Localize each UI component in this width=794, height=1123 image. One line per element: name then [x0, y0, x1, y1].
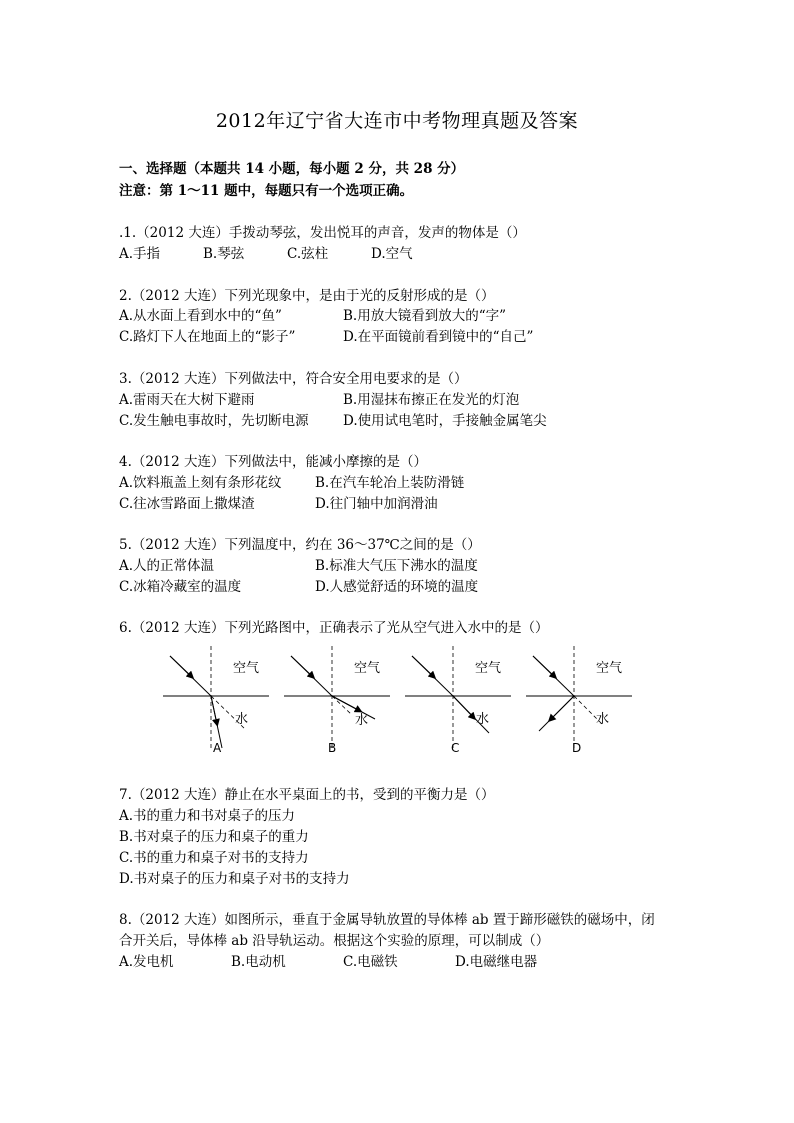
question-1-stem: .1.（2012 大连）手拨动琴弦，发出悦耳的声音，发声的物体是（） [119, 225, 526, 241]
water-label-c: 水 [476, 712, 490, 727]
diagram-label-b: B [328, 741, 337, 755]
question-5-option-d: D.人感觉舒适的环境的温度 [315, 579, 479, 595]
question-7-option-a: A.书的重力和书对桌子的压力 [119, 808, 296, 824]
question-1-option-c: C.弦柱 [287, 246, 329, 262]
question-5-option-c: C.冰箱冷藏室的温度 [119, 579, 242, 595]
question-8-stem-line-1: 8.（2012 大连）如图所示，垂直于金属导轨放置的导体棒 ab 置于蹄形磁铁的磁场中，闭 [119, 912, 655, 928]
question-2-option-b: B.用放大镜看到放大的“字” [343, 308, 507, 324]
question-4-option-b: B.在汽车轮冶上装防滑链 [315, 475, 465, 491]
air-label-d: 空气 [596, 661, 623, 676]
question-3-stem: 3.（2012 大连）下列做法中，符合安全用电要求的是（） [119, 371, 468, 387]
question-8-option-b: B.电动机 [231, 954, 286, 970]
question-7-option-c: C.书的重力和桌子对书的支持力 [119, 850, 309, 866]
question-4-option-d: D.往门轴中加润滑油 [315, 496, 438, 512]
air-label-c: 空气 [475, 661, 502, 676]
question-3-option-b: B.用湿抹布擦正在发光的灯泡 [343, 392, 520, 408]
question-1-option-b: B.琴弦 [203, 246, 245, 262]
diagram-d [526, 646, 632, 755]
question-4-option-a: A.饮料瓶盖上刻有条形花纹 [119, 475, 282, 491]
question-3-option-d: D.使用试电笔时，手接触金属笔尖 [343, 413, 547, 429]
section-note: 注意：第 1～11 题中，每题只有一个选项正确。 [119, 183, 414, 199]
question-8-stem-line-2: 合开关后，导体棒 ab 沿导轨运动。根据这个实验的原理，可以制成（） [119, 933, 550, 949]
air-label-b: 空气 [354, 661, 381, 676]
question-3-option-a: A.雷雨天在大树下避雨 [119, 392, 255, 408]
water-label-a: 水 [235, 712, 249, 727]
question-4-stem: 4.（2012 大连）下列做法中，能减小摩擦的是（） [119, 454, 428, 470]
question-2-option-c: C.路灯下人在地面上的“影子” [119, 329, 296, 345]
question-5-option-a: A.人的正常体温 [119, 558, 215, 574]
question-4-option-c: C.往冰雪路面上撒煤渣 [119, 496, 255, 512]
diagram-label-c: C [451, 741, 460, 755]
question-3-option-c: C.发生触电事故时，先切断电源 [119, 413, 309, 429]
question-7-option-b: B.书对桌子的压力和桌子的重力 [119, 829, 309, 845]
diagram-label-d: D [572, 741, 582, 755]
question-1-option-d: D.空气 [371, 246, 413, 262]
diagram-a [163, 646, 269, 755]
question-5-stem: 5.（2012 大连）下列温度中，约在 36～37℃之间的是（） [119, 537, 481, 553]
page-title: 2012年辽宁省大连市中考物理真题及答案 [215, 110, 579, 132]
section-heading: 一、选择题（本题共 14 小题，每小题 2 分，共 28 分） [119, 161, 465, 177]
question-5-option-b: B.标准大气压下沸水的温度 [315, 558, 478, 574]
diagram-b [284, 646, 390, 755]
air-label-a: 空气 [233, 661, 260, 676]
question-8-option-c: C.电磁铁 [343, 954, 398, 970]
question-6-stem: 6.（2012 大连）下列光路图中，正确表示了光从空气进入水中的是（） [119, 620, 549, 636]
question-8-option-a: A.发电机 [119, 954, 174, 970]
question-2-stem: 2.（2012 大连）下列光现象中，是由于光的反射形成的是（） [119, 288, 495, 304]
question-7-option-d: D.书对桌子的压力和桌子对书的支持力 [119, 871, 350, 887]
question-8-option-d: D.电磁继电器 [455, 954, 538, 970]
question-7-stem: 7.（2012 大连）静止在水平桌面上的书，受到的平衡力是（） [119, 787, 495, 803]
diagram-c [405, 646, 511, 755]
water-label-b: 水 [355, 713, 369, 728]
question-2-option-a: A.从水面上看到水中的“鱼” [119, 308, 282, 324]
question-2-option-d: D.在平面镜前看到镜中的“自己” [343, 329, 534, 345]
water-label-d: 水 [596, 712, 610, 727]
question-1-option-a: A.手指 [119, 246, 161, 262]
diagram-label-a: A [213, 741, 222, 755]
